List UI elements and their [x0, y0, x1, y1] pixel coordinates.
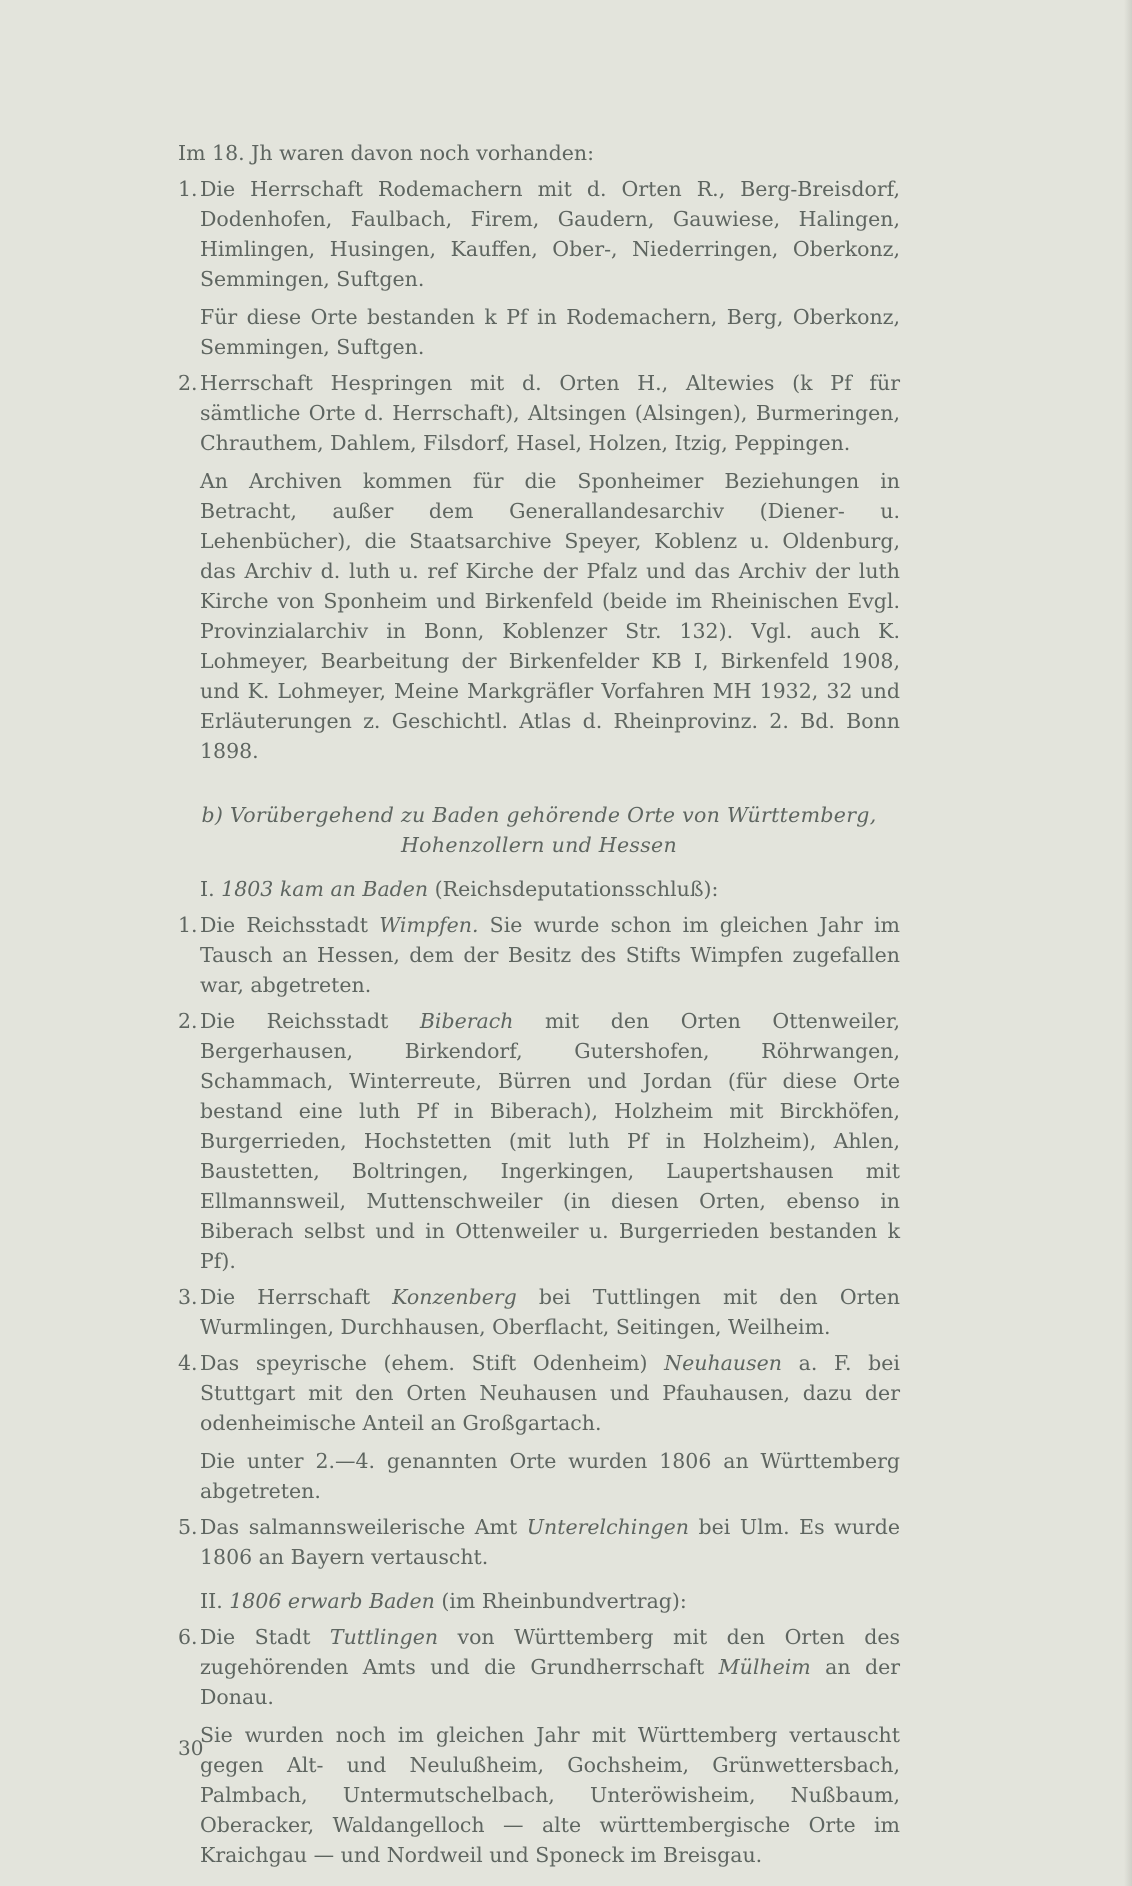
- item-place-name: Unterelchingen: [526, 1515, 689, 1539]
- item-number: 4.: [178, 1351, 198, 1375]
- item-main-text: Die Herrschaft Rodemachern mit d. Orten R., Berg-Breisdorf, Dodenhofen, Faulbach, Firem, Gaudern, Gauwiese, Halingen, Himlingen, Husingen, Kauffen, Ober-, Niederringen, Oberkonz, Semmingen, Suftgen.: [200, 177, 900, 291]
- item-text: [200, 910, 900, 1000]
- list-item: [178, 910, 900, 1000]
- list-item: [178, 368, 900, 458]
- item-number: 2.: [178, 371, 198, 395]
- item-place-name: Wimpfen.: [379, 913, 479, 937]
- list-item: [178, 1512, 900, 1572]
- part-2-label: 1806 erwarb Baden: [229, 1589, 435, 1613]
- part-1-heading: [200, 874, 900, 904]
- page-edge-shadow: [1124, 0, 1132, 1886]
- item-text: [200, 1282, 900, 1342]
- item-text-pre: Das salmannsweilerische Amt: [200, 1515, 527, 1539]
- item-place-name: Mülheim: [718, 1655, 811, 1679]
- item-number: 1.: [178, 177, 198, 201]
- part-2-heading: [200, 1586, 900, 1616]
- item-text-post: mit den Orten Ottenweiler, Bergerhausen, Birkendorf, Gutershofen, Röhrwangen, Schammach, Winterreute, Bürren und Jordan (für diese Orte bestand eine luth Pf in Biberach), Holzheim mit Birckhöfen, Burgerrieden, Hochstetten (mit luth Pf in Holzheim), Ahlen, Baustetten, Boltringen, Ingerkingen, Laupertshausen mit Ellmannsweil, Muttenschweiler (in diesen Orten, ebenso in Biberach selbst und in Ottenweiler u. Burgerrieden bestanden k Pf).: [200, 1009, 900, 1273]
- item-number: 3.: [178, 1285, 198, 1309]
- item-number: 6.: [178, 1625, 198, 1649]
- item-text-post: Sie wurde schon im gleichen Jahr im Tausch an Hessen, dem der Besitz des Stifts Wimpfen zugefallen war, abgetreten.: [200, 913, 900, 997]
- item-number: 1.: [178, 913, 198, 937]
- item-number: 5.: [178, 1515, 198, 1539]
- intro-line: Im 18. Jh waren davon noch vorhanden:: [178, 141, 594, 165]
- ceded-note: Die unter 2.—4. genannten Orte wurden 1806 an Württemberg abgetreten.: [200, 1449, 900, 1503]
- item-text-post: bei Tuttlingen mit den Orten Wurmlingen, Durchhausen, Oberflacht, Seitingen, Weilheim.: [200, 1285, 900, 1339]
- item-place-name: Konzenberg: [392, 1285, 517, 1309]
- item-text-mid: von Württemberg mit den Orten des zugehörenden Amts und die Grundherrschaft: [200, 1625, 900, 1679]
- item-text-pre: Die Herrschaft: [200, 1285, 393, 1309]
- item-place-name: Tuttlingen: [329, 1625, 439, 1649]
- item-text: [200, 1006, 900, 1276]
- part-2-roman: II.: [200, 1589, 223, 1613]
- item-text: [200, 1512, 900, 1572]
- item-text-pre: Das speyrische (ehem. Stift Odenheim): [200, 1351, 665, 1375]
- list-item: [178, 1622, 900, 1712]
- page-body: [178, 138, 900, 1870]
- item-text-pre: Die Stadt: [200, 1625, 330, 1649]
- item-text: [200, 1348, 900, 1438]
- item-subnote: Für diese Orte bestanden k Pf in Rodemachern, Berg, Oberkonz, Semmingen, Suftgen.: [200, 305, 900, 359]
- archives-paragraph: An Archiven kommen für die Sponheimer Beziehungen in Betracht, außer dem Generallandesarchiv (Diener- u. Lehenbücher), die Staatsarchive Speyer, Koblenz u. Oldenburg, das Archiv d. luth u. ref Kirche der Pfalz und das Archiv der luth Kirche von Sponheim und Birkenfeld (beide im Rheinischen Evgl. Provinzialarchiv in Bonn, Koblenzer Str. 132). Vgl. auch K. Lohmeyer, Bearbeitung der Birkenfelder KB I, Birkenfeld 1908, und K. Lohmeyer, Meine Markgräfler Vorfahren MH 1932, 32 und Erläuterungen z. Geschichtl. Atlas d. Rheinprovinz. 2. Bd. Bonn 1898.: [200, 469, 900, 763]
- list-item: [178, 1006, 900, 1276]
- part-2-rest: (im Rheinbundvertrag):: [434, 1589, 687, 1613]
- item-text: [200, 1622, 900, 1712]
- item-text-post: bei Ulm. Es wurde 1806 an Bayern vertauscht.: [200, 1515, 900, 1569]
- page-number: 30: [178, 1736, 204, 1760]
- item-text: [200, 174, 900, 294]
- list-item: [178, 1348, 900, 1438]
- item-text-pre: Die Reichsstadt: [200, 913, 380, 937]
- item-subnote: Sie wurden noch im gleichen Jahr mit Württemberg vertauscht gegen Alt- und Neulußheim, Gochsheim, Grünwettersbach, Palmbach, Untermutschelbach, Unteröwisheim, Nußbaum, Oberacker, Waldangelloch — alte württembergische Orte im Kraichgau — und Nordweil und Sponeck im Breisgau.: [200, 1723, 900, 1867]
- list-item: [178, 174, 900, 294]
- item-place-name: Biberach: [419, 1009, 514, 1033]
- list-item: [178, 1282, 900, 1342]
- item-text-pre: Die Reichsstadt: [200, 1009, 420, 1033]
- part-1-label: 1803 kam an Baden: [221, 877, 429, 901]
- part-1-roman: I.: [200, 877, 215, 901]
- item-text-post: a. F. bei Stuttgart mit den Orten Neuhausen und Pfauhausen, dazu der odenheimische Anteil an Großgartach.: [200, 1351, 900, 1435]
- item-place-name: Neuhausen: [664, 1351, 782, 1375]
- item-number: 2.: [178, 1009, 198, 1033]
- item-text: Herrschaft Hespringen mit d. Orten H., Altewies (k Pf für sämtliche Orte d. Herrschaft), Altsingen (Alsingen), Burmeringen, Chrauthem, Dahlem, Filsdorf, Hasel, Holzen, Itzig, Peppingen.: [200, 371, 900, 455]
- section-b-heading: b) Vorübergehend zu Baden gehörende Orte von Württemberg, Hohenzollern und Hessen: [201, 803, 877, 857]
- part-1-rest: (Reichsdeputationsschluß):: [428, 877, 719, 901]
- item-text-post: an der Donau.: [200, 1655, 900, 1709]
